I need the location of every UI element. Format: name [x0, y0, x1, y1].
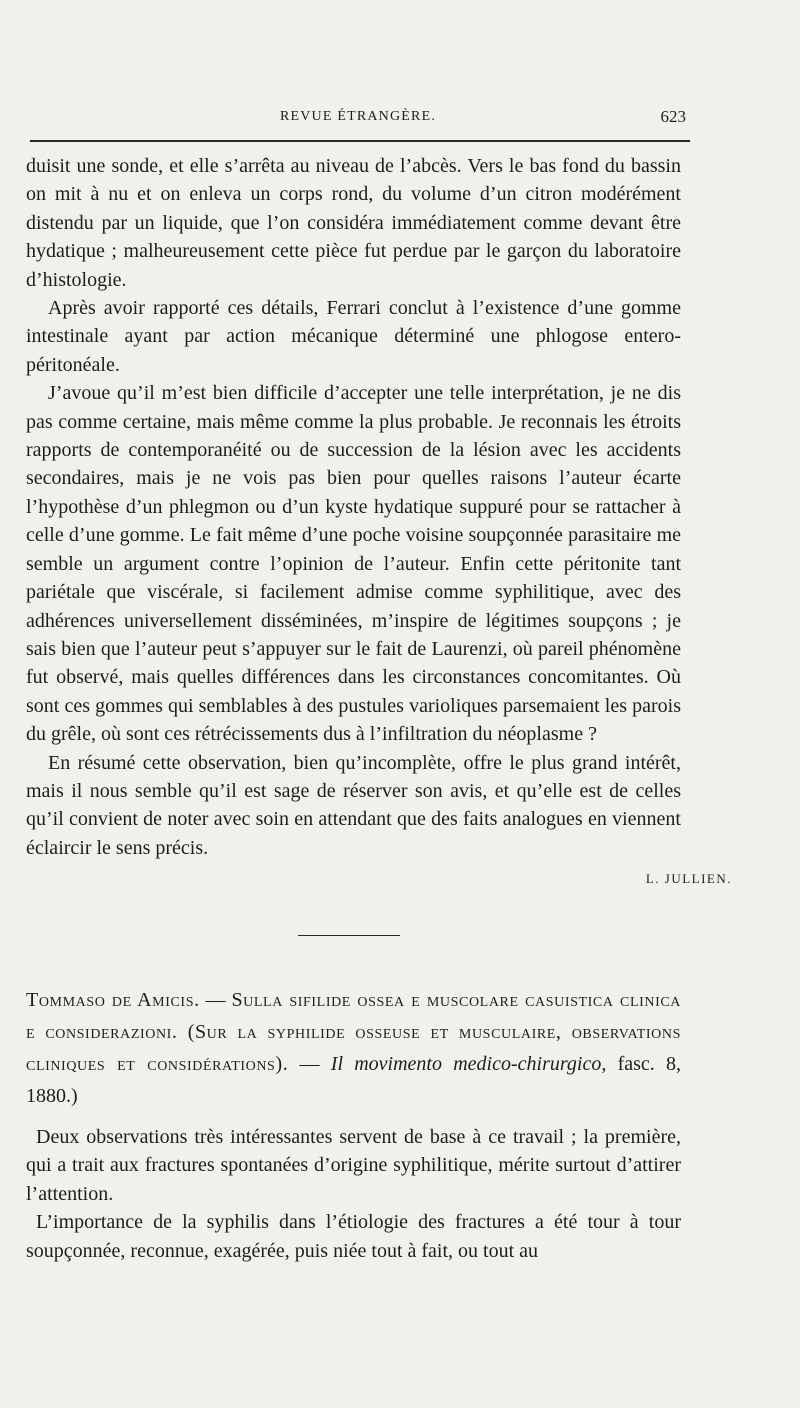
citation-french-title: (Sur la syphilide osseuse et musculaire, observations cliniques et considérations). — [26, 1021, 681, 1075]
citation-issue: , fasc. 8, 1880.) — [26, 1053, 681, 1107]
citation-italian-title: Sulla sifilide ossea e muscolare casuistica clinica e considerazioni. — [26, 989, 682, 1043]
running-title: REVUE ÉTRANGÈRE. — [279, 109, 437, 124]
citation-dash: — — [199, 989, 232, 1011]
header-rule — [30, 140, 690, 142]
author-signature: L. JULLIEN. — [645, 871, 732, 886]
bibliographic-citation — [26, 984, 681, 1112]
review-paragraph-2: L’importance de la syphilis dans l’étiologie des fractures a été tour à tour soupçonnée, reconnue, exagérée, puis niée tout à fait, ou tout au — [26, 1211, 681, 1262]
review-paragraph-1: Deux observations très intéressantes servent de base à ce travail ; la première, qui a trait aux fractures spontanées d’origine syphilitique, mérite surtout d’attirer l’attention. — [26, 1126, 681, 1205]
article-body — [26, 152, 681, 862]
paragraph-2: Après avoir rapporté ces détails, Ferrari conclut à l’existence d’une gomme intestinale ayant par action mécanique déterminé une phlogose entero-péritonéale. — [26, 297, 681, 376]
citation-journal-separator: — — [288, 1053, 331, 1075]
paragraph-4: En résumé cette observation, bien qu’incomplète, offre le plus grand intérêt, mais il nous semble qu’il est sage de réserver son avis, et qu’elle est de celles qu’il convient de noter avec soin en attendant que des faits analogues en viennent éclaircir le sens précis. — [26, 751, 681, 859]
section-separator — [298, 935, 400, 936]
paragraph-3: J’avoue qu’il m’est bien difficile d’accepter une telle interprétation, je ne dis pas comme certaine, mais même comme la plus probable. Je reconnais les étroits rapports de contemporanéité ou de succession de la lésion avec les accidents secondaires, mais je ne vois pas bien pour quelles raisons l’auteur écarte l’hypothèse d’un phlegmon ou d’un kyste hydatique suppuré pour se rattacher à celle d’une gomme. Le fait même d’une poche voisine soupçonnée parasitaire me semble un argument contre l’opinion de l’auteur. Enfin cette péritonite tant pariétale que viscérale, si facilement admise comme syphilitique, avec des adhérences universellement disséminées, m’inspire de légitimes soupçons ; je sais bien que l’auteur peut s’appuyer sur le fait de Laurenzi, où pareil phénomène fut observé, mais quelles différences dans les circonstances concomitantes. Où sont ces gommes qui semblables à des pustules varioliques parsemaient les parois du grêle, où sont ces rétrécissements dus à l’infiltration du néoplasme ? — [26, 382, 681, 746]
citation-journal: Il movimento medico-chirurgico — [330, 1053, 602, 1075]
page-number: 623 — [660, 107, 686, 126]
review-body — [26, 1123, 681, 1265]
paragraph-1: duisit une sonde, et elle s’arrêta au niveau de l’abcès. Vers le bas fond du bassin on mit à nu et on enleva un corps rond, du volume d’un citron modérément distendu par un liquide, que l’on considéra immédiatement comme devant être hydatique ; malheureusement cette pièce fut perdue par le garçon du laboratoire d’histologie. — [26, 155, 681, 291]
running-header — [30, 107, 686, 131]
citation-author: Tommaso de Amicis. — [26, 989, 200, 1011]
